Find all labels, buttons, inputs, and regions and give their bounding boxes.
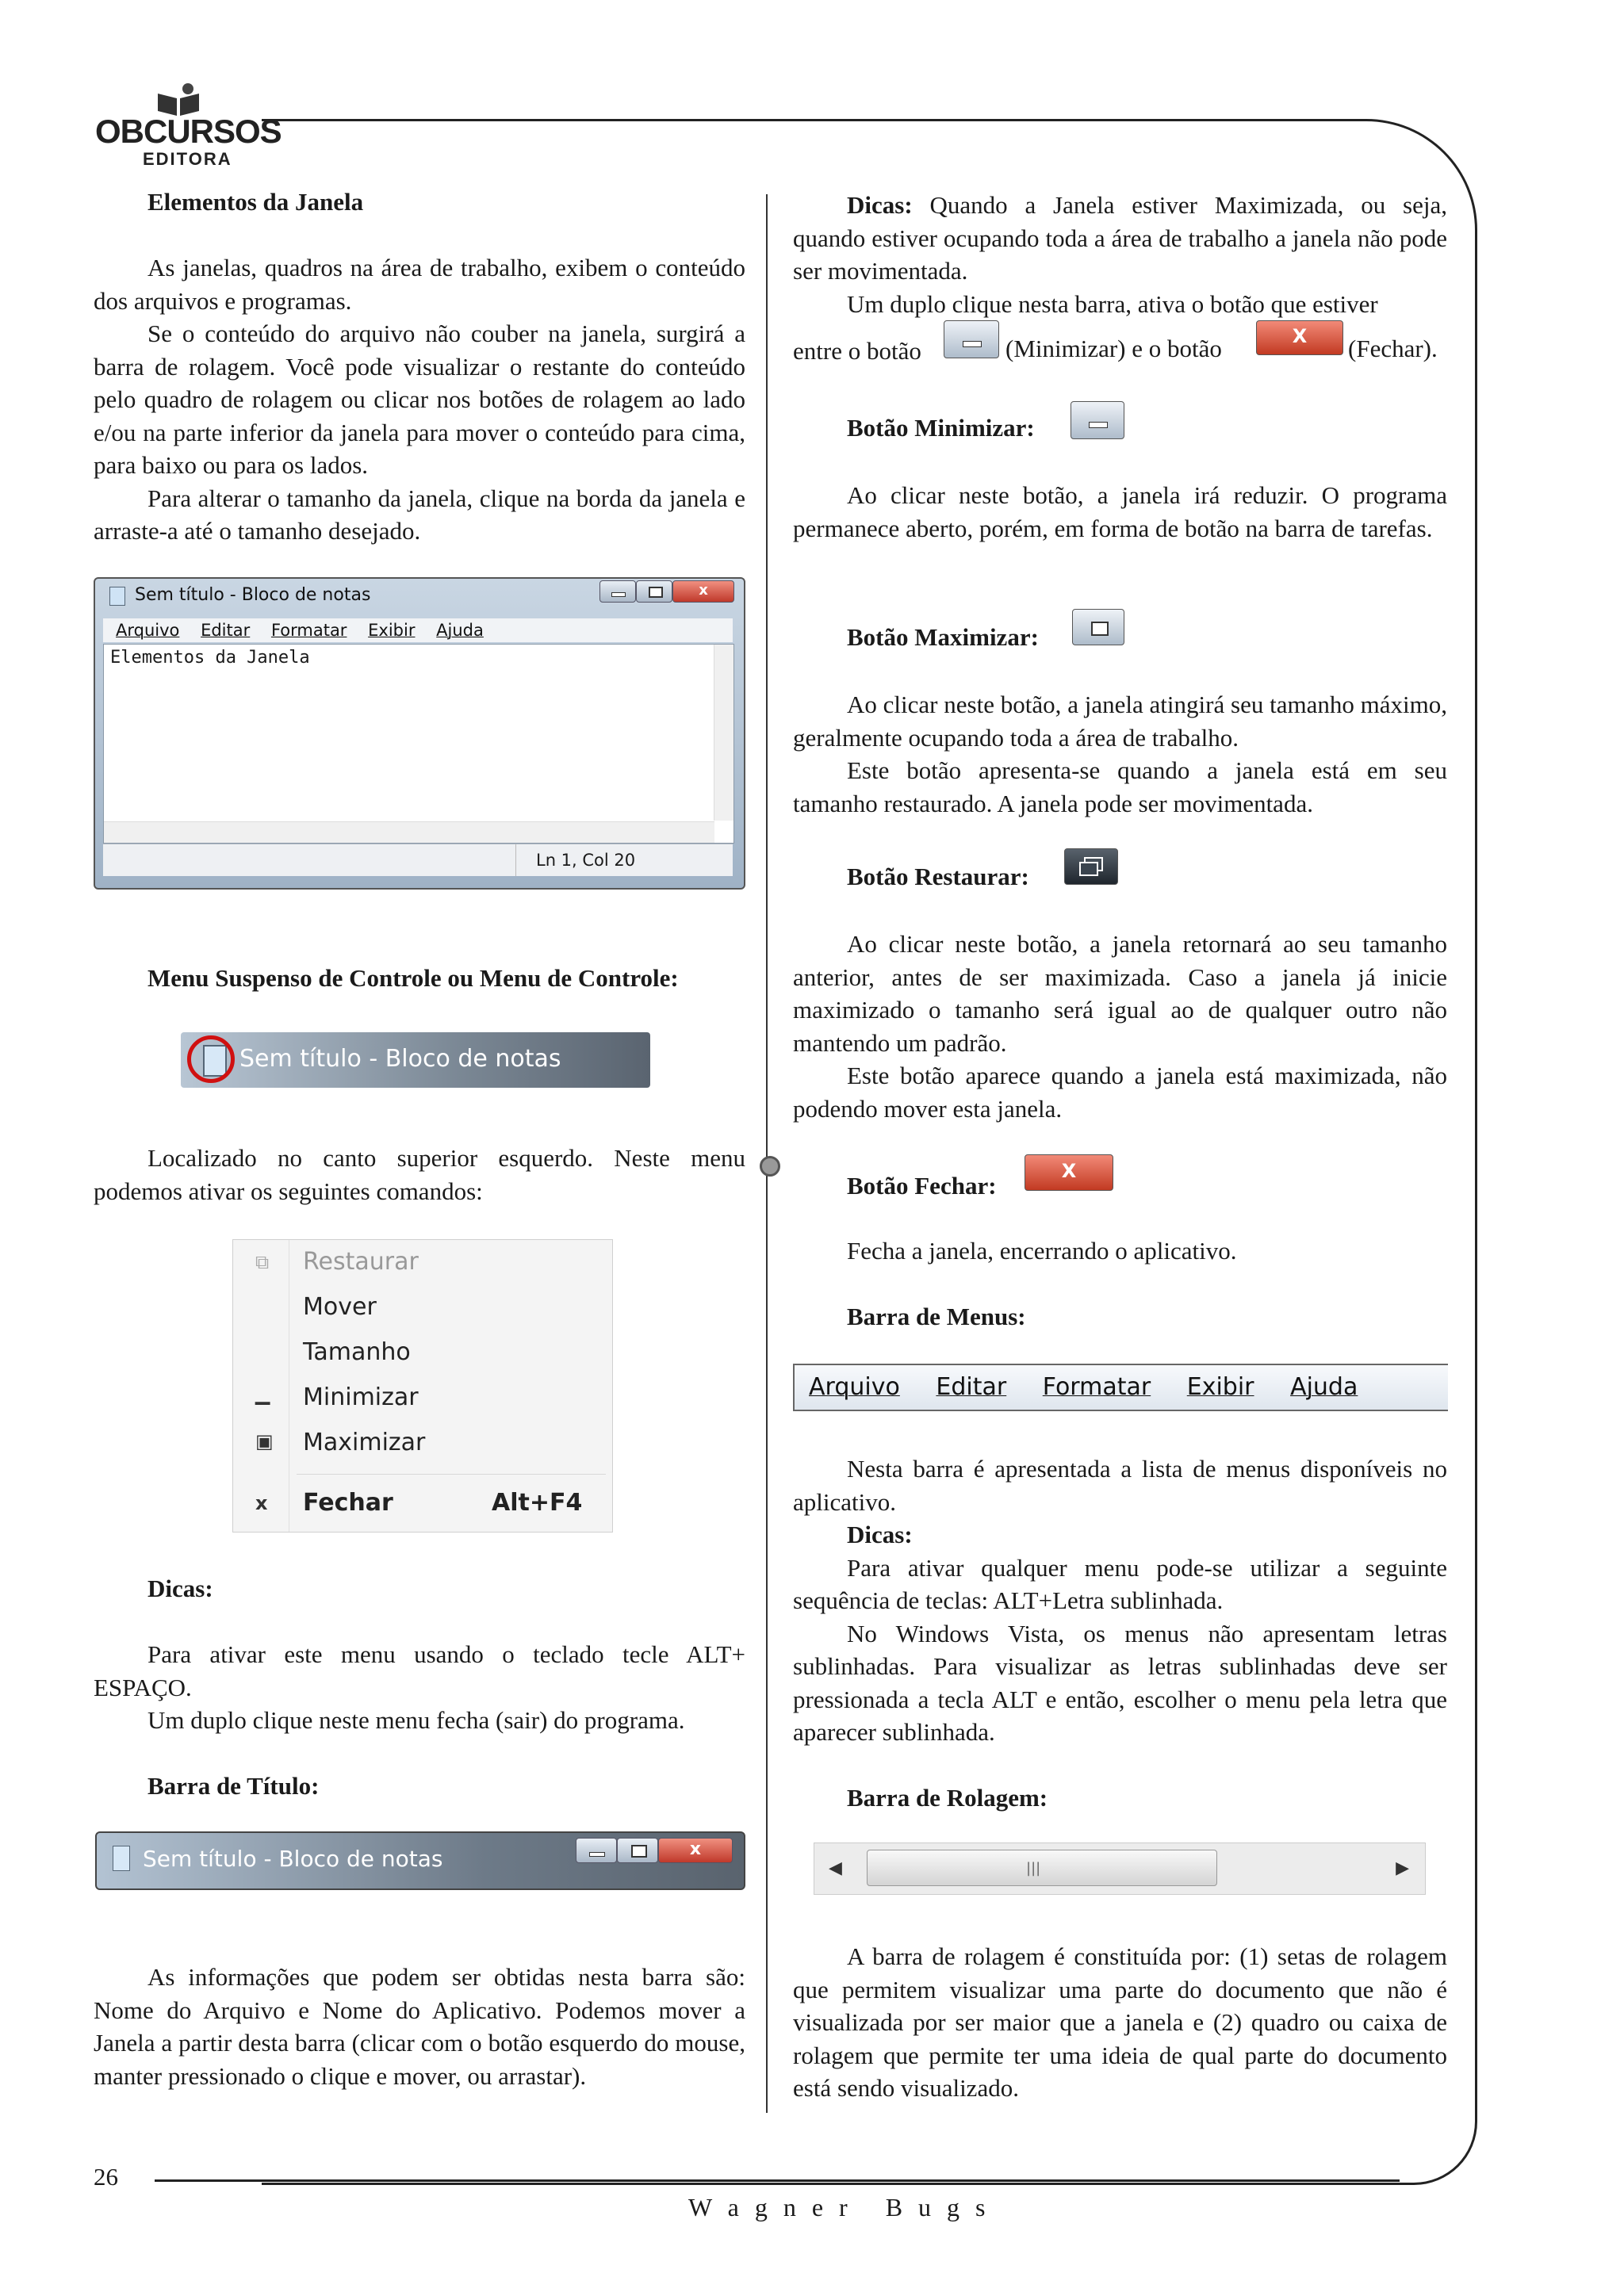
menu-ajuda[interactable]: Ajuda <box>436 621 484 640</box>
menu-separator <box>297 1474 606 1475</box>
right-col-scroll <box>793 1940 1447 2105</box>
left-column-bottom <box>94 1961 745 2092</box>
section-heading: Elementos da Janela <box>147 188 364 216</box>
highlight-circle <box>187 1035 235 1083</box>
menu-item-tamanho[interactable]: Tamanho <box>303 1338 411 1366</box>
scroll-thumb[interactable] <box>867 1850 1217 1886</box>
maximize-icon: ▣ <box>255 1430 274 1452</box>
restore-button-icon <box>1064 848 1118 885</box>
notepad-text-area[interactable] <box>103 644 734 844</box>
page-number: 26 <box>94 2163 118 2191</box>
section-heading: Barra de Menus: <box>847 1303 1026 1330</box>
section-heading: Botão Maximizar: <box>847 623 1039 651</box>
menu-arquivo[interactable]: Arquivo <box>809 1373 900 1401</box>
window-title: Sem título - Bloco de notas <box>239 1045 561 1073</box>
section-heading: Dicas: <box>147 1575 213 1602</box>
section-heading: Botão Fechar: <box>847 1172 997 1200</box>
logo-main-text: OBCURSOS <box>95 113 282 150</box>
close-button-icon: X <box>1256 320 1343 355</box>
scrollbar-sample[interactable] <box>814 1843 1426 1895</box>
maximize-button[interactable] <box>617 1838 658 1863</box>
close-button[interactable]: x <box>658 1838 733 1863</box>
minimize-icon: ▁ <box>255 1383 270 1405</box>
left-column-mid <box>94 1142 745 1207</box>
menu-formatar[interactable]: Formatar <box>1042 1373 1151 1401</box>
right-col-rest <box>793 928 1447 1125</box>
menu-exibir[interactable]: Exibir <box>1186 1373 1254 1401</box>
paragraph: Ao clicar neste botão, a janela irá reduzir. O programa permanece aberto, porém, em forma de botão na barra de tarefas. <box>793 481 1447 542</box>
grip-icon: ||| <box>1026 1860 1041 1877</box>
tip-label: Dicas: <box>847 1521 913 1548</box>
paragraph: Um duplo clique nesta barra, ativa o botão que estiver <box>847 289 1378 318</box>
paragraph: Se o conteúdo do arquivo não couber na janela, surgirá a barra de rolagem. Você pode visualizar o restante do conteúdo pelo quadro de rolagem ou clicar nos botões de rolagem ao lado e/ou na parte inferior da janela para mover o conteúdo para cima, para baixo ou para os lados. <box>94 320 745 479</box>
scroll-right-arrow-icon[interactable]: ▶ <box>1396 1858 1409 1877</box>
paragraph: Localizado no canto superior esquerdo. Neste menu podemos ativar os seguintes comandos: <box>94 1144 745 1205</box>
bottom-rule <box>155 2179 1400 2182</box>
paragraph: Para ativar qualquer menu pode-se utilizar a seguinte sequência de teclas: ALT+Letra sublinhada. <box>793 1553 1447 1614</box>
paragraph: Quando a Janela estiver Maximizada, ou seja, quando estiver ocupando toda a área de trabalho a janela não pode ser movimentada. <box>793 191 1447 285</box>
paragraph: Ao clicar neste botão, a janela retornará ao seu tamanho anterior, antes de ser maximizada. Caso a janela já inicie maximizado o tamanho será igual ao de qualquer outro não mantendo um padrão. <box>793 930 1447 1057</box>
logo-sub-text: EDITORA <box>143 149 232 169</box>
status-bar <box>103 844 733 876</box>
maximize-button[interactable] <box>636 580 672 603</box>
paragraph: Fecha a janela, encerrando o aplicativo. <box>847 1237 1237 1265</box>
right-column-top <box>793 189 1447 320</box>
maximize-button-icon <box>1072 609 1124 645</box>
text: (Minimizar) e o botão <box>1005 335 1222 362</box>
status-position: Ln 1, Col 20 <box>536 851 636 870</box>
close-icon: x <box>255 1492 268 1514</box>
vertical-scrollbar[interactable] <box>714 645 733 821</box>
author-name: W a g n e r B u g s <box>688 2193 990 2221</box>
notepad-content: Elementos da Janela <box>110 648 310 668</box>
menu-arquivo[interactable]: Arquivo <box>116 621 180 640</box>
menu-item-minimizar[interactable]: Minimizar <box>303 1383 419 1411</box>
menu-shortcut: Alt+F4 <box>492 1489 583 1517</box>
paragraph: No Windows Vista, os menus não apresentam letras sublinhadas. Para visualizar as letras sublinhadas deve ser pressionada a tecla ALT e então, escolher o menu pela letra que aparecer sublinhada. <box>793 1619 1447 1746</box>
menu-item-maximizar[interactable]: Maximizar <box>303 1429 426 1456</box>
control-menu-titlebar <box>181 1032 650 1088</box>
paragraph: As informações que podem ser obtidas nesta barra são: Nome do Arquivo e Nome do Aplicativo. Podemos mover a Janela a partir desta barra (clicar com o botão esquerdo do mouse, manter pressionado o clique e mover, ou arrastar). <box>94 1963 745 2090</box>
minimize-button[interactable] <box>576 1838 617 1863</box>
registration-mark-icon <box>760 1156 780 1177</box>
paragraph: Este botão aparece quando a janela está maximizada, não podendo mover esta janela. <box>793 1062 1447 1123</box>
menubar-sample <box>793 1364 1448 1411</box>
paragraph: As janelas, quadros na área de trabalho, exibem o conteúdo dos arquivos e programas. <box>94 254 745 315</box>
horizontal-scrollbar[interactable] <box>104 821 714 843</box>
minimize-button-icon <box>1071 401 1124 439</box>
paragraph: Ao clicar neste botão, a janela atingirá seu tamanho máximo, geralmente ocupando toda a área de trabalho. <box>793 691 1447 752</box>
section-heading: Barra de Título: <box>147 1772 320 1800</box>
paragraph: Este botão apresenta-se quando a janela está em seu tamanho restaurado. A janela pode ser movimentada. <box>793 756 1447 817</box>
window-title: Sem título - Bloco de notas <box>143 1846 443 1872</box>
notepad-icon <box>109 587 125 606</box>
right-col-close <box>793 1234 1447 1334</box>
menu-item-restaurar[interactable]: Restaurar <box>303 1248 419 1276</box>
titlebar-sample <box>95 1831 745 1890</box>
scroll-left-arrow-icon[interactable]: ◀ <box>829 1858 842 1877</box>
minimize-button[interactable] <box>599 580 636 603</box>
close-button-icon: X <box>1025 1154 1113 1191</box>
paragraph: Nesta barra é apresentada a lista de menus disponíveis no aplicativo. <box>793 1455 1447 1516</box>
paragraph: Um duplo clique neste menu fecha (sair) do programa. <box>147 1706 685 1734</box>
right-col-menus <box>793 1452 1447 1815</box>
close-button[interactable]: x <box>672 580 734 603</box>
notepad-menubar <box>103 618 733 642</box>
window-title: Sem título - Bloco de notas <box>135 585 371 605</box>
text: entre o botão <box>793 337 921 365</box>
section-heading: Barra de Rolagem: <box>847 1784 1048 1812</box>
section-heading: Botão Restaurar: <box>847 863 1029 890</box>
menu-formatar[interactable]: Formatar <box>270 621 347 640</box>
right-col-max <box>793 688 1447 820</box>
left-column-dicas <box>94 1572 745 1803</box>
menu-item-mover[interactable]: Mover <box>303 1293 377 1321</box>
system-menu <box>232 1239 613 1533</box>
inline-buttons-line <box>793 335 921 368</box>
notepad-icon <box>113 1846 130 1871</box>
menu-editar[interactable]: Editar <box>936 1373 1007 1401</box>
text: (Fechar). <box>1348 335 1438 362</box>
menu-exibir[interactable]: Exibir <box>368 621 416 640</box>
restore-icon: ⧉ <box>255 1251 270 1273</box>
paragraph: A barra de rolagem é constituída por: (1) setas de rolagem que permitem visualizar uma parte do documento que não é visualizada por ser maior que a janela e (2) quadro ou caixa de rolagem que permite ter uma ideia de qual parte do documento está sendo visualizado. <box>793 1942 1447 2102</box>
publisher-logo <box>95 65 282 169</box>
menu-editar[interactable]: Editar <box>201 621 251 640</box>
paragraph: Para alterar o tamanho da janela, clique na borda da janela e arraste-a até o tamanho desejado. <box>94 484 745 545</box>
menu-item-fechar[interactable]: Fechar <box>303 1489 393 1517</box>
tip-label: Dicas: <box>847 191 913 219</box>
section-heading: Botão Minimizar: <box>847 414 1035 442</box>
paragraph: Para ativar este menu usando o teclado tecle ALT+ ESPAÇO. <box>94 1640 745 1701</box>
section-heading: Menu Suspenso de Controle ou Menu de Controle: <box>147 964 679 992</box>
menu-ajuda[interactable]: Ajuda <box>1290 1373 1358 1401</box>
right-col-min <box>793 479 1447 545</box>
left-column-top <box>94 186 745 548</box>
notepad-window <box>94 577 745 890</box>
column-divider <box>766 194 768 2113</box>
minimize-button-icon <box>944 320 999 358</box>
control-menu-section <box>94 962 745 995</box>
